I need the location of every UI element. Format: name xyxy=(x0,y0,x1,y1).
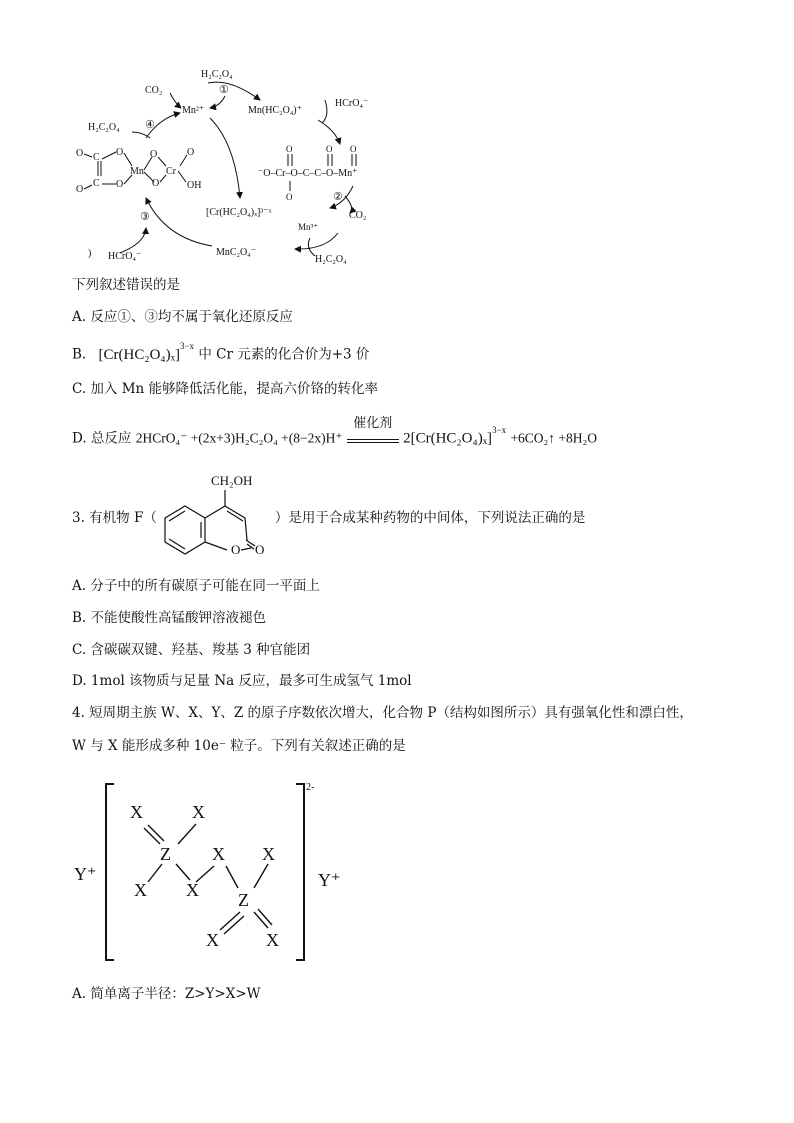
catalytic-cycle-diagram xyxy=(60,58,420,273)
svg-text:Cr: Cr xyxy=(166,166,176,177)
x-atom-4: X xyxy=(262,844,275,864)
svg-text:C: C xyxy=(93,152,100,163)
q4-option-a: A. 简单离子半径：Z>Y>X>W xyxy=(72,986,261,1002)
svg-text:O: O xyxy=(187,147,195,158)
svg-text:O: O xyxy=(350,144,357,154)
q4-stem-line1: 4. 短周期主族 W、X、Y、Z 的原子序数依次增大，化合物 P（结构如图所示）具有强氧化性和漂白性， xyxy=(72,705,693,721)
bonds xyxy=(144,824,272,934)
svg-text:O: O xyxy=(76,184,84,195)
ring-oxygen-label: O xyxy=(231,542,241,557)
q2-option-d xyxy=(72,415,597,448)
cr-complex-label: [Cr(HC₂O₄)ₓ]³⁻ˣ xyxy=(206,207,272,218)
x-atom-3: X xyxy=(212,844,225,864)
right-chain-label: ⁻O–Cr–O–C–C–O–Mn⁺ xyxy=(258,168,358,179)
q2-catalyst-label: 催化剂 xyxy=(353,415,393,431)
mn3-label: Mn³⁺ xyxy=(298,222,318,232)
q2-option-d-product-charge: 3−x xyxy=(492,425,507,435)
h2c2o4-bottom-label: H₂C₂O₄ xyxy=(315,254,347,265)
svg-text:O: O xyxy=(116,179,124,190)
x-atom-1: X xyxy=(130,802,143,822)
compound-f-structure xyxy=(155,468,285,568)
right-bracket xyxy=(296,784,304,960)
x-atom-6: X xyxy=(186,880,199,900)
h2c2o4-top-label: H₂C₂O₄ xyxy=(201,69,233,80)
hcro4-bottom-label: HCrO₄⁻ xyxy=(108,251,142,262)
q2-option-c: C. 加入 Mn 能够降低活化能，提高六价铬的转化率 xyxy=(72,381,379,397)
q2-option-b-charge: 3−x xyxy=(179,341,195,351)
q2-option-b-suffix: 中 Cr 元素的化合价为+3 价 xyxy=(198,346,370,363)
step-3-label: ③ xyxy=(140,211,150,223)
q3-stem-suffix: ）是用于合成某种药物的中间体，下列说法正确的是 xyxy=(274,510,586,526)
q2-option-d-prefix: D. 总反应 xyxy=(72,430,132,447)
z-atom-1: Z xyxy=(160,844,171,864)
h2c2o4-left-label: H₂C₂O₄ xyxy=(88,122,120,133)
ch2oh-label: CH₂OH xyxy=(211,473,253,488)
svg-text:O: O xyxy=(326,144,333,154)
svg-text:O: O xyxy=(286,192,293,202)
q2-option-b-formula: [Cr(HC₂O₄)ₓ] xyxy=(98,346,180,363)
step-2-label: ② xyxy=(333,191,343,203)
mn-hc2o4-label: Mn(HC₂O₄)⁺ xyxy=(248,105,302,116)
q3-option-b: B. 不能使酸性高锰酸钾溶液褪色 xyxy=(72,610,267,626)
q3-stem-prefix: 3. 有机物 F（ xyxy=(72,510,157,526)
compound-p-structure xyxy=(68,778,358,968)
x-atom-7: X xyxy=(206,930,219,950)
co2-right-label: CO₂ xyxy=(349,210,367,221)
svg-text:O: O xyxy=(152,178,160,189)
mnc2o4-label: MnC₂O₄⁻ xyxy=(216,247,257,258)
ion-charge-label: 2- xyxy=(306,782,315,793)
svg-text:O: O xyxy=(116,147,124,158)
svg-text:O: O xyxy=(286,144,293,154)
svg-text:Mn: Mn xyxy=(130,166,144,177)
step-1-label: ① xyxy=(219,84,229,96)
left-bracket xyxy=(106,784,114,960)
svg-text:O: O xyxy=(76,148,84,159)
q2-option-b-prefix: B. xyxy=(72,346,87,363)
y-cation-right: Y⁺ xyxy=(318,870,341,890)
q2-option-d-product-complex: 2[Cr(HC₂O₄)ₓ] xyxy=(403,430,493,447)
q2-option-a: A. 反应①、③均不属于氧化还原反应 xyxy=(72,309,293,325)
q4-stem-line2: W 与 X 能形成多种 10e⁻ 粒子。下列有关叙述正确的是 xyxy=(72,738,406,754)
hcro4-right-label: HCrO₄⁻ xyxy=(335,98,369,109)
step-4-label: ④ xyxy=(145,119,155,131)
y-cation-left: Y⁺ xyxy=(74,864,97,884)
q2-option-d-products: +6CO₂↑ +8H₂O xyxy=(510,430,597,446)
q3-option-c: C. 含碳碳双键、羟基、羧基 3 种官能团 xyxy=(72,642,311,658)
x-atom-5: X xyxy=(134,880,147,900)
q2-option-b xyxy=(72,341,369,364)
q2-stem: 下列叙述错误的是 xyxy=(72,277,180,293)
svg-text:OH: OH xyxy=(187,180,202,191)
q2-reaction-arrow xyxy=(347,439,399,443)
x-atom-8: X xyxy=(266,930,279,950)
q3-stem xyxy=(72,509,585,527)
x-atom-2: X xyxy=(192,802,205,822)
co2-top-label: CO₂ xyxy=(145,85,163,96)
q3-option-a: A. 分子中的所有碳原子可能在同一平面上 xyxy=(72,578,320,594)
carbonyl-oxygen-label: O xyxy=(255,542,265,557)
q3-option-d: D. 1mol 该物质与足量 Na 反应，最多可生成氢气 1mol xyxy=(72,673,412,689)
q2-option-d-reactants: 2HCrO₄⁻ +(2x+3)H₂C₂O₄ +(8−2x)H⁺ xyxy=(135,430,343,446)
mn2-label: Mn²⁺ xyxy=(182,105,205,116)
svg-text:C: C xyxy=(93,178,100,189)
z-atom-2: Z xyxy=(238,890,249,910)
paren-label: ) xyxy=(88,248,92,259)
mn-cr-complex-structure xyxy=(76,147,201,195)
svg-text:O: O xyxy=(150,149,158,160)
